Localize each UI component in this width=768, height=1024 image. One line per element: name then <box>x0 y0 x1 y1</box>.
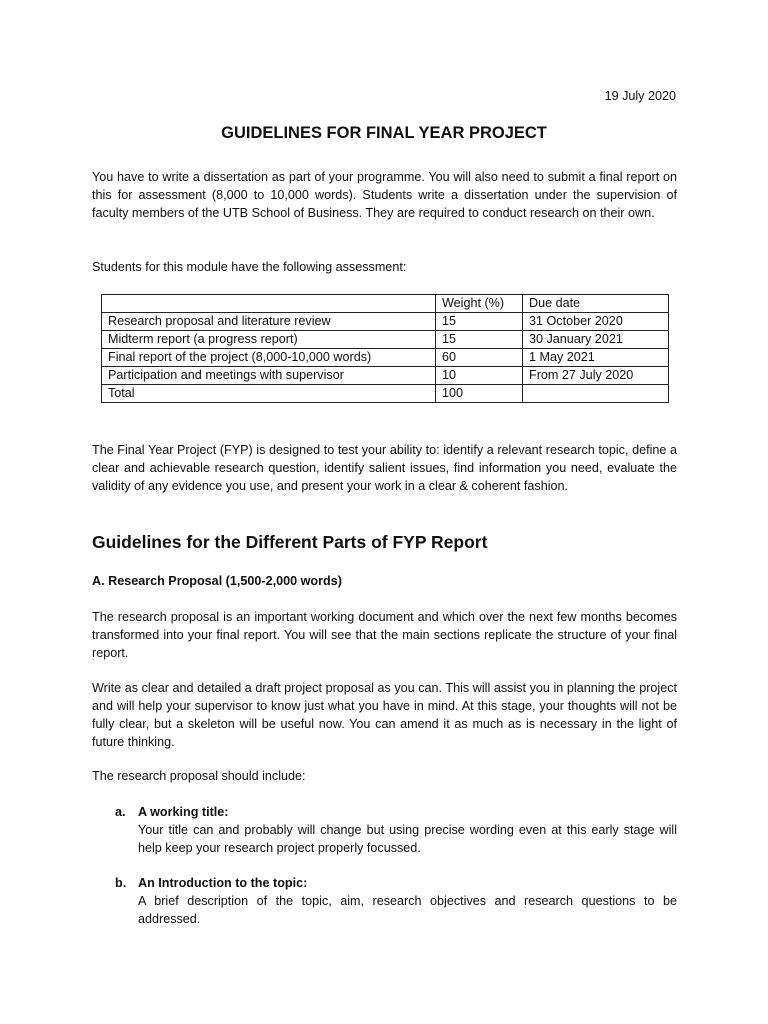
table-row <box>102 313 669 331</box>
table-cell: From 27 July 2020 <box>523 367 669 385</box>
table-row <box>102 367 669 385</box>
list-marker: a. <box>115 805 126 819</box>
table-cell: Participation and meetings with supervisor <box>102 367 436 385</box>
section-a-paragraph-1: The research proposal is an important working document and which over the next few months becomes transformed into your final report. You will see that the main sections replicate the structure of your final report. <box>92 610 677 660</box>
list-marker: b. <box>115 876 127 890</box>
list-item-title: A working title: <box>138 805 229 819</box>
table-cell: 15 <box>436 331 523 349</box>
include-lead: The research proposal should include: <box>92 769 306 783</box>
table-cell: 30 January 2021 <box>523 331 669 349</box>
section-a-heading: A. Research Proposal (1,500-2,000 words) <box>92 574 342 588</box>
table-cell: 31 October 2020 <box>523 313 669 331</box>
table-cell: Midterm report (a progress report) <box>102 331 436 349</box>
table-cell <box>523 385 669 403</box>
list-item-b-body: A brief description of the topic, aim, research objectives and research questions to be addressed. <box>138 894 677 926</box>
section-a-paragraph-2: Write as clear and detailed a draft project proposal as you can. This will assist you in planning the project and will help your supervisor to know just what you have in mind. At this stage, your thoughts will not be fully clear, but a skeleton will be useful now. You can amend it as much as is necessary in the light of future thinking. <box>92 681 677 749</box>
table-cell: 1 May 2021 <box>523 349 669 367</box>
table-header-cell <box>102 295 436 313</box>
intro-paragraph: You have to write a dissertation as part of your programme. You will also need to submit a final report on this for assessment (8,000 to 10,000 words). Students write a dissertation under the supervision of faculty members of the UTB School of Business. They are required to conduct research on their own. <box>92 170 677 220</box>
guidelines-heading: Guidelines for the Different Parts of FYP Report <box>92 532 488 552</box>
list-item-a-heading <box>115 803 229 821</box>
table-row <box>102 385 669 403</box>
table-header-row <box>102 295 669 313</box>
table-row <box>102 331 669 349</box>
table-cell: 15 <box>436 313 523 331</box>
list-item-a-body: Your title can and probably will change but using precise wording even at this early stage will help keep your research project properly focussed. <box>138 823 677 855</box>
table-cell: Final report of the project (8,000-10,000 words) <box>102 349 436 367</box>
table-cell: Total <box>102 385 436 403</box>
table-cell: 10 <box>436 367 523 385</box>
list-item-b-heading <box>115 874 307 892</box>
assessment-lead: Students for this module have the following assessment: <box>92 260 407 274</box>
assessment-table <box>101 294 669 403</box>
table-cell: 60 <box>436 349 523 367</box>
fyp-description: The Final Year Project (FYP) is designed to test your ability to: identify a relevant research topic, define a clear and achievable research question, identify salient issues, find information you need, evaluate the validity of any evidence you use, and present your work in a clear & coherent fashion. <box>92 443 677 493</box>
document-date: 19 July 2020 <box>604 89 676 103</box>
document-title: GUIDELINES FOR FINAL YEAR PROJECT <box>221 124 547 142</box>
table-cell: Research proposal and literature review <box>102 313 436 331</box>
table-header-cell: Due date <box>523 295 669 313</box>
table-row <box>102 349 669 367</box>
table-header-cell: Weight (%) <box>436 295 523 313</box>
list-item-title: An Introduction to the topic: <box>138 876 308 890</box>
table-cell: 100 <box>436 385 523 403</box>
